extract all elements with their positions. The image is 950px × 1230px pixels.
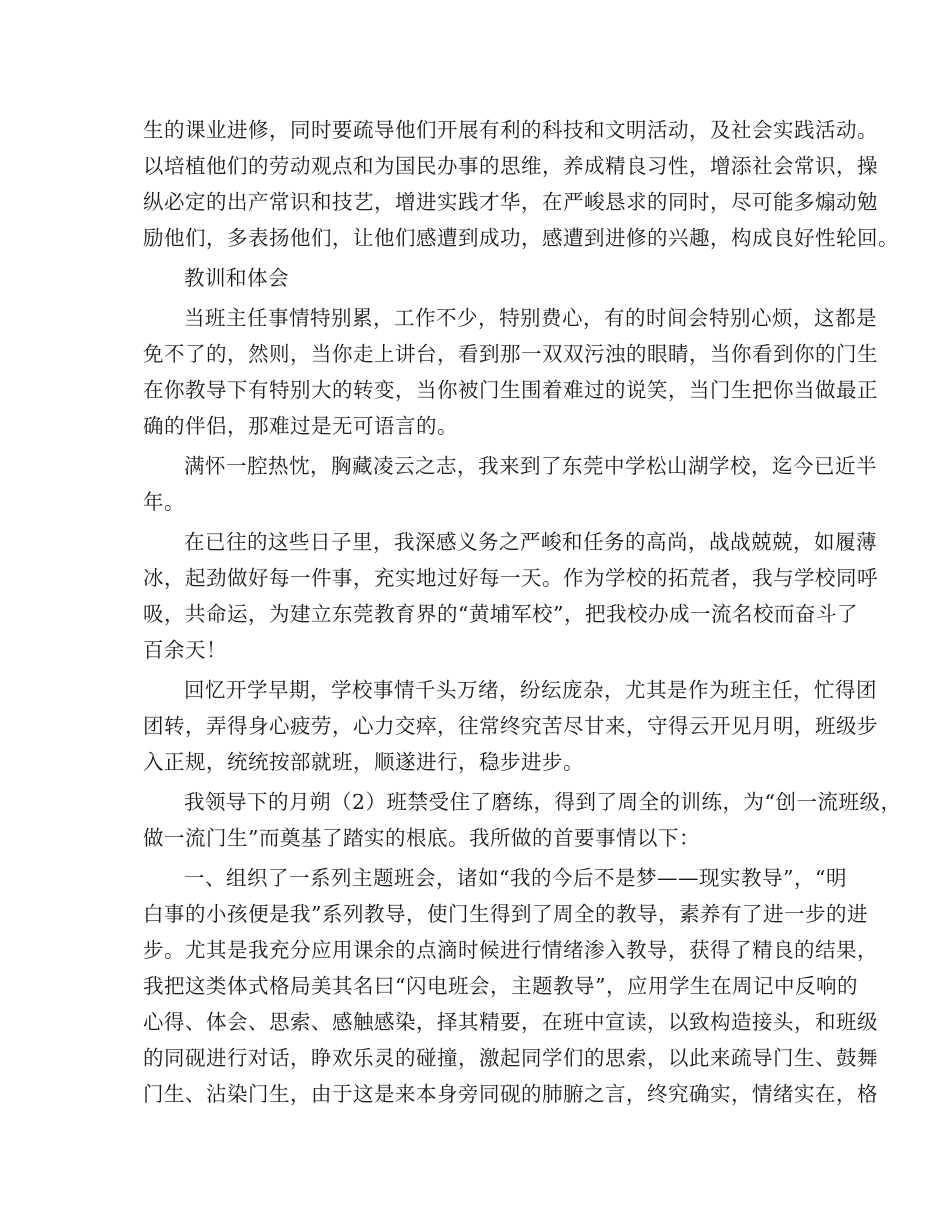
text-line: 当班主任事情特别累，工作不少，特别费心，有的时间会特别心烦，这都是 (184, 306, 877, 330)
text-line: 励他们，多表扬他们，让他们感遭到成功，感遭到进修的兴趣，构成良好性轮回。 (143, 226, 899, 250)
paragraph-3 (143, 300, 878, 444)
text-line: 吸，共命运，为建立东莞教育界的“黄埔军校”，把我校办成一流名校而奋斗了 (143, 602, 858, 626)
section-heading-text: 教训和体会 (184, 266, 289, 290)
paragraph-7 (143, 784, 902, 856)
text-line: 在你教导下有特别大的转变，当你被门生围着难过的说笑，当门生把你当做最正 (143, 378, 878, 402)
text-line: 白事的小孩便是我”系列教导，使门生得到了周全的教导，素养有了进一步的进 (143, 902, 868, 926)
text-line: 以培植他们的劳动观点和为国民办事的思维，养成精良习性，增添社会常识，操 (143, 154, 878, 178)
text-line: 入正规，统统按部就班，顺遂进行，稳步进步。 (143, 750, 584, 774)
paragraph-1 (143, 112, 899, 256)
paragraph-4 (143, 448, 877, 520)
text-line: 生的课业进修，同时要疏导他们开展有利的科技和文明活动，及社会实践活动。 (143, 118, 878, 142)
text-line: 心得、体会、思索、感触感染，择其精要，在班中宣读，以致构造接头，和班级 (143, 1010, 878, 1034)
document-body (143, 112, 902, 1116)
text-line: 满怀一腔热忱，胸藏凌云之志，我来到了东莞中学松山湖学校，迄今已近半 (184, 454, 877, 478)
text-line: 回忆开学早期，学校事情千头万绪，纷纭庞杂，尤其是作为班主任，忙得团 (184, 678, 877, 702)
text-line: 在已往的这些日子里，我深感义务之严峻和任务的高尚，战战兢兢，如履薄 (184, 530, 877, 554)
text-line: 步。尤其是我充分应用课余的点滴时候进行情绪渗入教导，获得了精良的结果， (143, 938, 878, 962)
text-line: 冰，起劲做好每一件事，充实地过好每一天。作为学校的拓荒者，我与学校同呼 (143, 566, 878, 590)
text-line: 年。 (143, 490, 185, 514)
text-line: 百余天！ (143, 638, 227, 662)
text-line: 做一流门生”而奠基了踏实的根底。我所做的首要事情以下： (143, 826, 700, 850)
text-line: 我领导下的月朔（2）班禁受住了磨练，得到了周全的训练，为“创一流班级， (184, 790, 902, 814)
text-line: 的同砚进行对话，睁欢乐灵的碰撞，激起同学们的思索，以此来疏导门生、鼓舞 (143, 1046, 878, 1070)
paragraph-8 (143, 860, 878, 1112)
paragraph-5 (143, 524, 878, 668)
text-line: 确的伴侣，那难过是无可语言的。 (143, 414, 458, 438)
text-line: 我把这类体式格局美其名曰“闪电班会，主题教导”，应用学生在周记中反响的 (143, 974, 858, 998)
text-line: 纵必定的出产常识和技艺，增进实践才华，在严峻恳求的同时，尽可能多煽动勉 (143, 190, 878, 214)
text-line: 一、组织了一系列主题班会，诸如“我的今后不是梦——现实教导”，“明 (184, 866, 847, 890)
text-line: 免不了的，然则，当你走上讲台，看到那一双双污浊的眼睛，当你看到你的门生 (143, 342, 878, 366)
section-heading (143, 260, 811, 296)
text-line: 团转，弄得身心疲劳，心力交瘁，往常终究苦尽甘来，守得云开见月明，班级步 (143, 714, 878, 738)
text-line: 门生、沾染门生，由于这是来本身旁同砚的肺腑之言，终究确实，情绪实在，格 (143, 1082, 878, 1106)
paragraph-6 (143, 672, 878, 780)
